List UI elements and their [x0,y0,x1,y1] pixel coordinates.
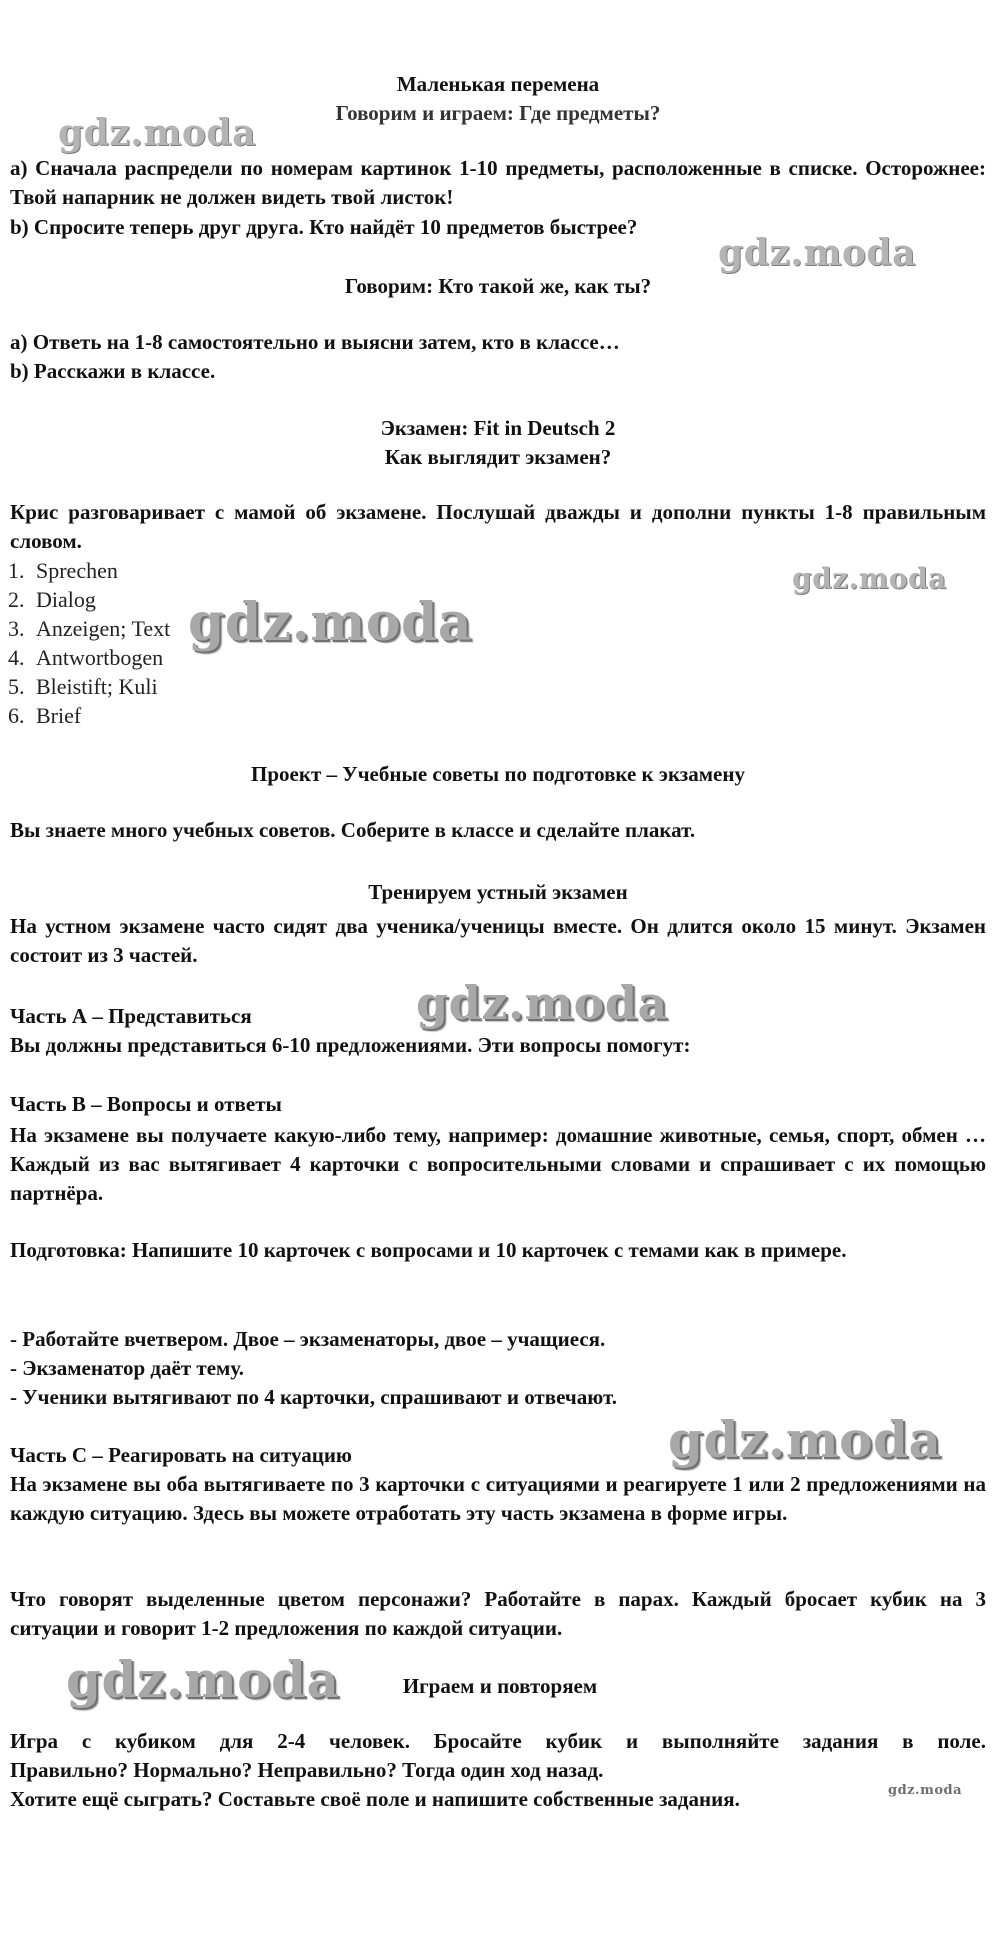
instruction-item: - Ученики вытягивают по 4 карточки, спрашивают и отвечают. [10,1385,617,1409]
part-a-text: Вы должны представиться 6-10 предложениями. Эти вопросы помогут: [10,1033,691,1057]
part-c-title: Часть C – Реагировать на ситуацию [10,1443,352,1467]
part-c-game-text: Что говорят выделенные цветом персонажи? Работайте в парах. Каждый бросает кубик на 3 ситуации и говорит 1-2 предложения по каждой ситуации. [10,1587,986,1640]
watermark-text: gdz.moda [792,562,947,595]
answer-list-item [8,672,170,701]
section-title: Говорим: Кто такой же, как ты? [344,274,652,298]
answer-list-item [8,556,170,585]
game-text-line: Правильно? Нормально? Неправильно? Тогда один ход назад. [10,1758,604,1782]
answer-list-item [8,585,170,614]
list-item-number: 5. [8,674,25,699]
list-item-number: 2. [8,587,25,612]
watermark-text: gdz.moda [888,1783,963,1798]
game-text-line: Хотите ещё сыграть? Составьте своё поле и напишите собственные задания. [10,1787,740,1811]
oral-exam-intro: На устном экзамене часто сидят два ученика/ученицы вместе. Он длится около 15 минут. Экзамен состоит из 3 частей. [10,914,986,967]
section-title: Проект – Учебные советы по подготовке к экзамену [251,762,745,786]
watermark-text: gdz.moda [718,232,916,274]
instruction-item: - Экзаменатор даёт тему. [10,1356,244,1380]
task-b-text: b) Спросите теперь друг друга. Кто найдёт 10 предметов быстрее? [10,215,638,239]
project-text: Вы знаете много учебных советов. Соберите в классе и сделайте плакат. [10,818,696,842]
part-b-title: Часть B – Вопросы и ответы [10,1092,282,1116]
watermark-text: gdz.moda [188,592,473,653]
list-item-text: Antwortbogen [36,645,164,670]
list-item-text: Dialog [36,587,96,612]
list-item-text: Anzeigen; Text [36,616,171,641]
instruction-item: - Работайте вчетвером. Двое – экзаменаторы, двое – учащиеся. [10,1327,606,1351]
task-a-text: a) Сначала распредели по номерам картинок 1-10 предметы, расположенные в списке. Осторожнее: Твой напарник не должен видеть твой листок! [10,156,986,209]
list-item-text: Brief [36,703,82,728]
list-item-number: 6. [8,703,25,728]
list-item-number: 3. [8,616,25,641]
section-subtitle: Говорим и играем: Где предметы? [335,101,661,125]
section-title: Тренируем устный экзамен [368,880,628,904]
watermark-text: gdz.moda [416,976,668,1030]
answer-list-item [8,643,170,672]
list-item-number: 1. [8,558,25,583]
answer-list-item [8,614,170,643]
preparation-text: Подготовка: Напишите 10 карточек с вопросами и 10 карточек с темами как в примере. [10,1238,847,1262]
list-item-text: Bleistift; Kuli [36,674,158,699]
answer-list-item [8,701,170,730]
section-subtitle: Как выглядит экзамен? [384,445,612,469]
answer-list [8,556,170,730]
task-b-text: b) Расскажи в классе. [10,359,216,383]
watermark-text: gdz.moda [668,1410,942,1469]
section-title: Маленькая перемена [396,72,600,96]
watermark-text: gdz.moda [58,112,256,154]
section-title: Экзамен: Fit in Deutsch 2 [380,416,616,440]
section-title: Играем и повторяем [402,1674,598,1698]
watermark-text: gdz.moda [66,1650,340,1709]
part-c-text: На экзамене вы оба вытягиваете по 3 карточки с ситуациями и реагируете 1 или 2 предложениями на каждую ситуацию. Здесь вы можете отработать эту часть экзамена в форме игры. [10,1472,986,1525]
list-item-number: 4. [8,645,25,670]
task-a-text: a) Ответь на 1-8 самостоятельно и выясни затем, кто в классе… [10,330,620,354]
part-b-text: На экзамене вы получаете какую-либо тему, например: домашние животные, семья, спорт, обмен … Каждый из вас вытягивает 4 карточки с вопросительными словами и спрашивает с их помощью партнёра. [10,1123,986,1205]
exam-listening-text: Крис разговаривает с мамой об экзамене. Послушай дважды и дополни пункты 1-8 правильным словом. [10,500,986,553]
part-a-title: Часть А – Представиться [10,1004,252,1028]
list-item-text: Sprechen [36,558,118,583]
game-text-line: Игра с кубиком для 2-4 человек. Бросайте кубик и выполняйте задания в поле. [10,1729,986,1753]
